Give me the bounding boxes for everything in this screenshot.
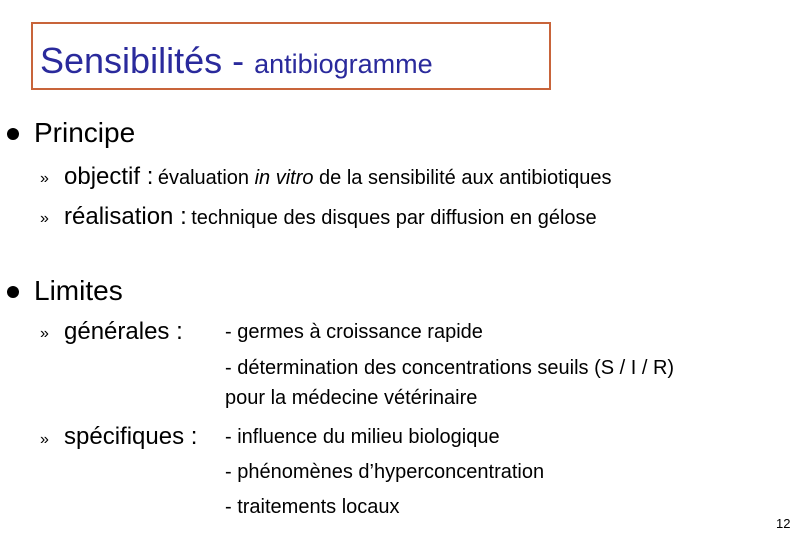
item-line: - détermination des concentrations seuils (S / I / R)	[225, 357, 675, 379]
bullet-icon	[7, 286, 19, 298]
item-line: - influence du milieu biologique	[225, 426, 500, 448]
item-objectif	[64, 163, 611, 191]
item-line: - germes à croissance rapide	[225, 321, 483, 343]
title-sub: antibiogramme	[254, 49, 433, 79]
section-heading-limites: Limites	[34, 275, 123, 306]
sub-bullet-marker: »	[40, 170, 49, 187]
slide-title	[40, 40, 433, 82]
item-text-italic: in vitro	[254, 167, 314, 189]
item-line: pour la médecine vétérinaire	[225, 387, 478, 409]
sub-bullet-marker: »	[40, 210, 49, 227]
section-heading-principe: Principe	[34, 117, 136, 148]
item-text-pre: évaluation	[157, 167, 255, 189]
item-text: technique des disques par diffusion en gélose	[191, 207, 597, 229]
item-text-post: de la sensibilité aux antibiotiques	[313, 167, 612, 189]
item-line: - phénomènes d’hyperconcentration	[225, 461, 545, 483]
item-label-specifiques: spécifiques :	[64, 423, 198, 450]
item-label-generales: générales :	[64, 318, 183, 345]
title-main: Sensibilités -	[40, 40, 255, 81]
bullet-icon	[7, 128, 19, 140]
item-realisation	[64, 203, 597, 231]
page-number: 12	[776, 516, 791, 531]
item-label: objectif :	[64, 163, 154, 190]
item-line: - traitements locaux	[225, 496, 400, 518]
item-label: réalisation :	[64, 203, 187, 230]
sub-bullet-marker: »	[40, 431, 49, 448]
sub-bullet-marker: »	[40, 325, 49, 342]
